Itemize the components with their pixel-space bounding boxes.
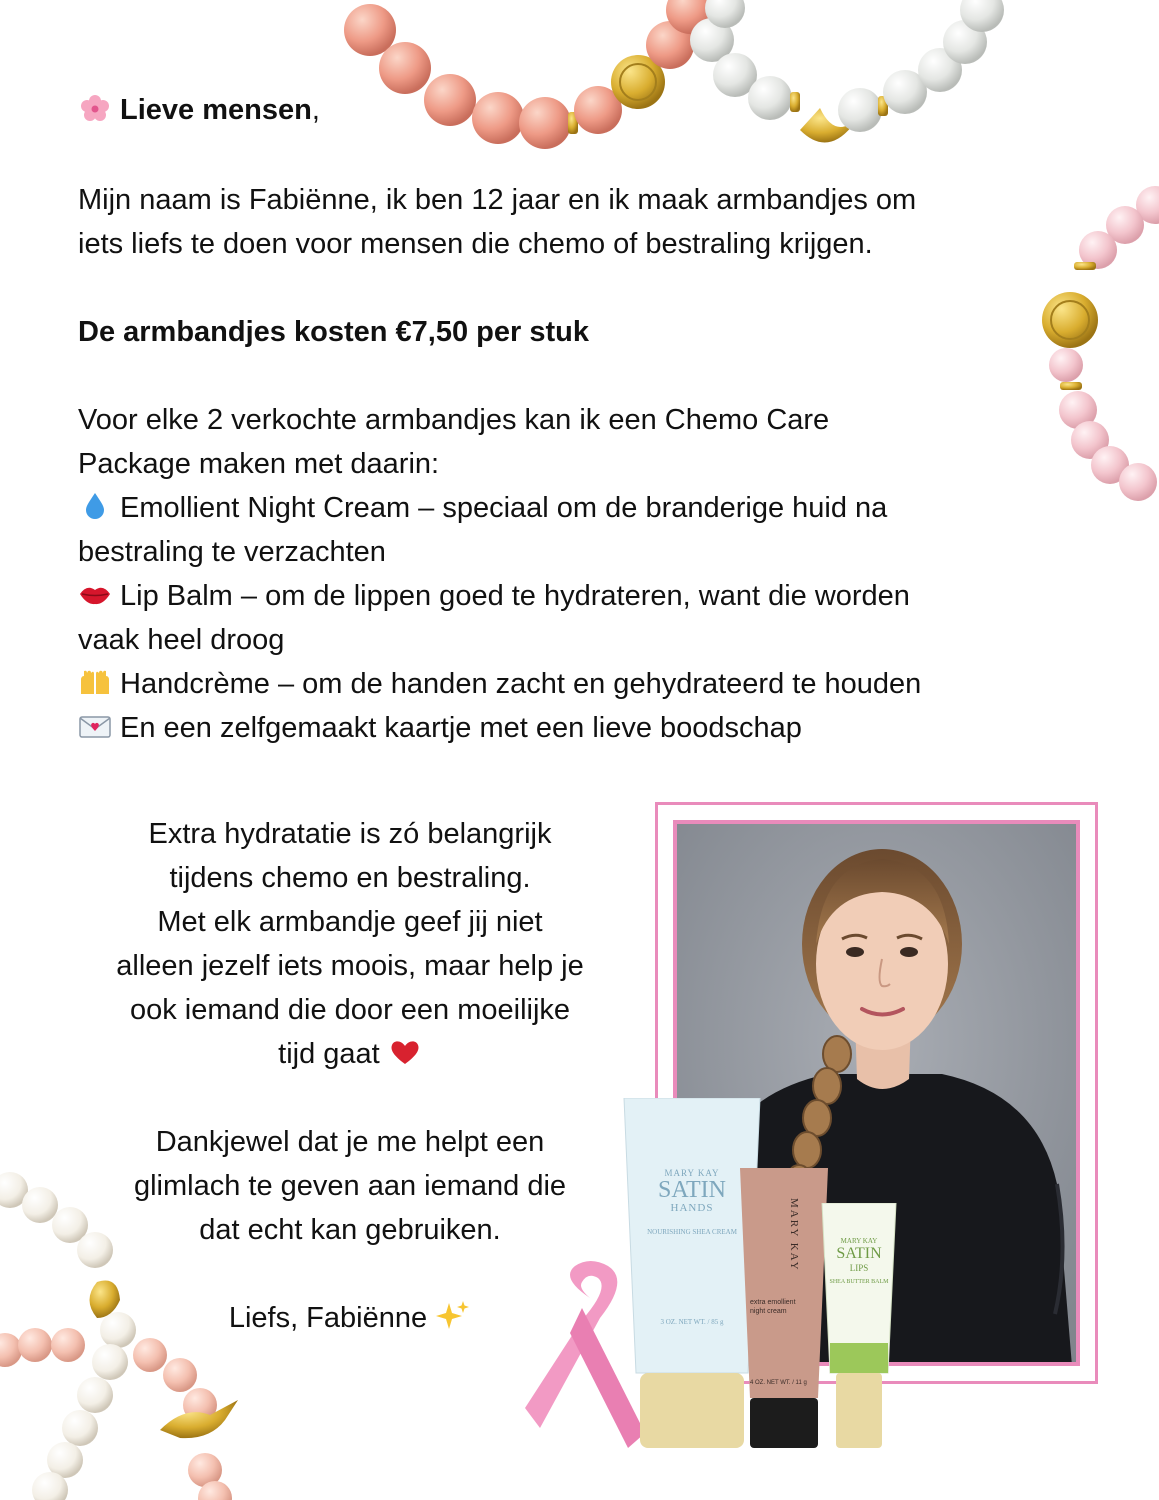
thanks-line: glimlach te geven aan iemand die (133, 1170, 567, 1202)
brand-label: MARY KAY (840, 1237, 878, 1245)
signoff-text: Liefs, Fabiënne (228, 1302, 428, 1334)
love-letter-icon (78, 712, 112, 740)
item-handcream-text: Handcrème – om de handen zacht en gehydrateerd te houden (120, 668, 922, 700)
rose-quartz-bracelet (1042, 186, 1159, 501)
sparkles-icon (435, 1299, 471, 1331)
greeting: Lieve mensen (120, 94, 312, 126)
message-line: alleen jezelf iets moois, maar help je (116, 950, 584, 982)
greeting-line (78, 88, 320, 132)
product-weight: 4 OZ. NET WT. / 11 g (750, 1380, 807, 1386)
message-line-last (60, 1032, 640, 1076)
satin-lips-balm (820, 1203, 898, 1448)
message-line: ook iemand die door een moeilijke (129, 994, 571, 1026)
item-cream-text: Emollient Night Cream – speciaal om de branderige huid na (120, 492, 888, 524)
greeting-comma: , (311, 94, 320, 126)
product-weight: 3 OZ. NET WT. / 85 g (660, 1318, 724, 1326)
product-subtitle: LIPS (849, 1263, 869, 1273)
product-title: SATIN (657, 1177, 726, 1203)
package-item-card (78, 706, 802, 750)
brand-label: MARY KAY (664, 1168, 720, 1178)
lips-icon (78, 580, 112, 608)
package-item-cream (78, 486, 887, 530)
package-item-lipbalm (78, 574, 910, 618)
message-line: tijd gaat (278, 1038, 380, 1070)
coral-bracelet (344, 0, 714, 149)
product-title: SATIN (836, 1245, 882, 1262)
message-line: Met elk armbandje geef jij niet (157, 906, 543, 938)
message-line: tijdens chemo en bestraling. (169, 862, 531, 894)
item-cream-text-2: bestraling te verzachten (78, 536, 386, 568)
hands-icon (78, 668, 112, 696)
thanks-line: Dankjewel dat je me helpt een (155, 1126, 545, 1158)
product-desc: SHEA BUTTER BALM (829, 1279, 889, 1285)
brand-label: MARY KAY (788, 1198, 800, 1272)
item-card-text: En een zelfgemaakt kaartje met een lieve boodschap (120, 712, 802, 744)
crystal-bracelet (690, 0, 1004, 143)
price-line: De armbandjes kosten €7,50 per stuk (78, 316, 589, 348)
package-line-2: Package maken met daarin: (78, 448, 440, 480)
thanks-line: dat echt kan gebruiken. (199, 1214, 501, 1246)
thanks-message (60, 1120, 640, 1252)
product-desc: extra emollient night cream (750, 1299, 796, 1315)
item-lipbalm-text-2: vaak heel droog (78, 624, 285, 656)
message-line: Extra hydratatie is zó belangrijk (148, 818, 552, 850)
cherry-blossom-icon (78, 94, 112, 122)
night-cream-tube (738, 1168, 830, 1448)
intro-line-1: Mijn naam is Fabiënne, ik ben 12 jaar en ik maak armbandjes om (78, 184, 917, 216)
intro-line-2: iets liefs te doen voor mensen die chemo of bestraling krijgen. (78, 228, 873, 260)
product-subtitle: HANDS (670, 1202, 714, 1214)
package-item-handcream (78, 662, 921, 706)
hydration-message (60, 812, 640, 1076)
red-heart-icon (388, 1038, 422, 1066)
droplet-icon (78, 492, 112, 520)
package-line-1: Voor elke 2 verkochte armbandjes kan ik een Chemo Care (78, 404, 830, 436)
item-lipbalm-text: Lip Balm – om de lippen goed te hydrateren, want die worden (120, 580, 910, 612)
product-desc: NOURISHING SHEA CREAM (647, 1228, 737, 1236)
